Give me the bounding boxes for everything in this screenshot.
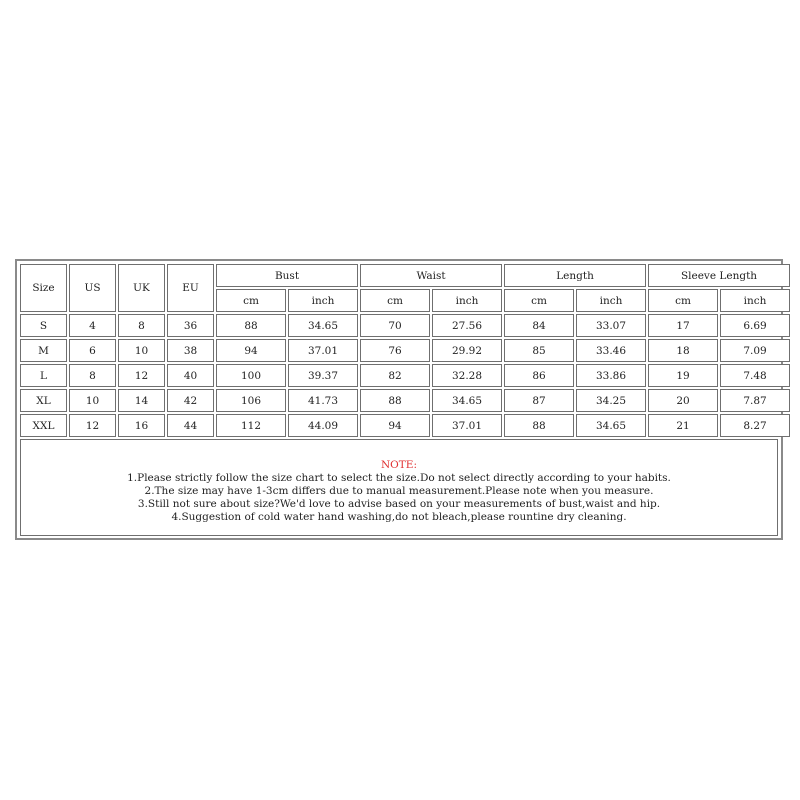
header-us: US: [69, 264, 116, 312]
table-cell: 33.07: [576, 314, 646, 337]
table-cell: 34.65: [576, 414, 646, 437]
table-cell: 6: [69, 339, 116, 362]
table-cell: 42: [167, 389, 214, 412]
table-cell: 18: [648, 339, 718, 362]
table-cell: 8.27: [720, 414, 790, 437]
table-cell: 94: [216, 339, 286, 362]
table-cell: 38: [167, 339, 214, 362]
table-row: [20, 314, 790, 337]
header-size: Size: [20, 264, 67, 312]
size-label-cell: M: [20, 339, 67, 362]
table-cell: 27.56: [432, 314, 502, 337]
table-cell: 70: [360, 314, 430, 337]
table-cell: 8: [118, 314, 165, 337]
header-waist: Waist: [360, 264, 502, 287]
table-cell: 94: [360, 414, 430, 437]
table-cell: 44: [167, 414, 214, 437]
header-uk: UK: [118, 264, 165, 312]
unit-header: cm: [360, 289, 430, 312]
size-table: [18, 262, 792, 439]
table-cell: 106: [216, 389, 286, 412]
table-cell: 10: [118, 339, 165, 362]
table-cell: 7.87: [720, 389, 790, 412]
unit-header: cm: [504, 289, 574, 312]
unit-header: inch: [576, 289, 646, 312]
table-cell: 7.09: [720, 339, 790, 362]
table-row: [20, 364, 790, 387]
size-label-cell: L: [20, 364, 67, 387]
size-rows: [20, 314, 790, 437]
unit-header: cm: [216, 289, 286, 312]
unit-header: inch: [432, 289, 502, 312]
table-cell: 85: [504, 339, 574, 362]
table-cell: 76: [360, 339, 430, 362]
table-cell: 37.01: [432, 414, 502, 437]
note-line-4: 4.Suggestion of cold water hand washing,do not bleach,please rountine dry cleaning.: [171, 511, 627, 523]
table-cell: 37.01: [288, 339, 358, 362]
header-eu: EU: [167, 264, 214, 312]
header-bust: Bust: [216, 264, 358, 287]
table-row: [20, 414, 790, 437]
table-cell: 40: [167, 364, 214, 387]
header-sleeve-length: Sleeve Length: [648, 264, 790, 287]
table-cell: 44.09: [288, 414, 358, 437]
table-cell: 112: [216, 414, 286, 437]
note-line-1: 1.Please strictly follow the size chart to select the size.Do not select directly according to your habits.: [127, 472, 671, 484]
table-row: [20, 389, 790, 412]
note-line-3: 3.Still not sure about size?We'd love to advise based on your measurements of bust,waist and hip.: [137, 498, 661, 510]
table-cell: 34.65: [432, 389, 502, 412]
table-cell: 21: [648, 414, 718, 437]
table-cell: 32.28: [432, 364, 502, 387]
table-cell: 33.46: [576, 339, 646, 362]
table-cell: 19: [648, 364, 718, 387]
size-label-cell: XL: [20, 389, 67, 412]
table-cell: 82: [360, 364, 430, 387]
table-cell: 33.86: [576, 364, 646, 387]
note-line-2: 2.The size may have 1-3cm differs due to manual measurement.Please note when you measure.: [144, 485, 654, 497]
table-cell: 17: [648, 314, 718, 337]
size-chart: [15, 259, 783, 540]
table-cell: 14: [118, 389, 165, 412]
table-cell: 36: [167, 314, 214, 337]
table-cell: 7.48: [720, 364, 790, 387]
table-cell: 29.92: [432, 339, 502, 362]
unit-header: inch: [720, 289, 790, 312]
note-box: [20, 439, 778, 536]
size-label-cell: S: [20, 314, 67, 337]
table-cell: 8: [69, 364, 116, 387]
table-cell: 87: [504, 389, 574, 412]
table-cell: 34.65: [288, 314, 358, 337]
note-title: NOTE:: [380, 459, 417, 471]
table-cell: 88: [216, 314, 286, 337]
table-row: [20, 339, 790, 362]
table-cell: 86: [504, 364, 574, 387]
table-cell: 88: [504, 414, 574, 437]
unit-header: inch: [288, 289, 358, 312]
table-cell: 34.25: [576, 389, 646, 412]
table-cell: 12: [69, 414, 116, 437]
table-cell: 100: [216, 364, 286, 387]
table-cell: 41.73: [288, 389, 358, 412]
table-cell: 88: [360, 389, 430, 412]
unit-header: cm: [648, 289, 718, 312]
table-cell: 12: [118, 364, 165, 387]
table-cell: 16: [118, 414, 165, 437]
table-cell: 4: [69, 314, 116, 337]
header-length: Length: [504, 264, 646, 287]
table-cell: 39.37: [288, 364, 358, 387]
table-cell: 10: [69, 389, 116, 412]
table-cell: 6.69: [720, 314, 790, 337]
size-label-cell: XXL: [20, 414, 67, 437]
table-cell: 84: [504, 314, 574, 337]
table-cell: 20: [648, 389, 718, 412]
header-row-groups: [20, 264, 790, 287]
